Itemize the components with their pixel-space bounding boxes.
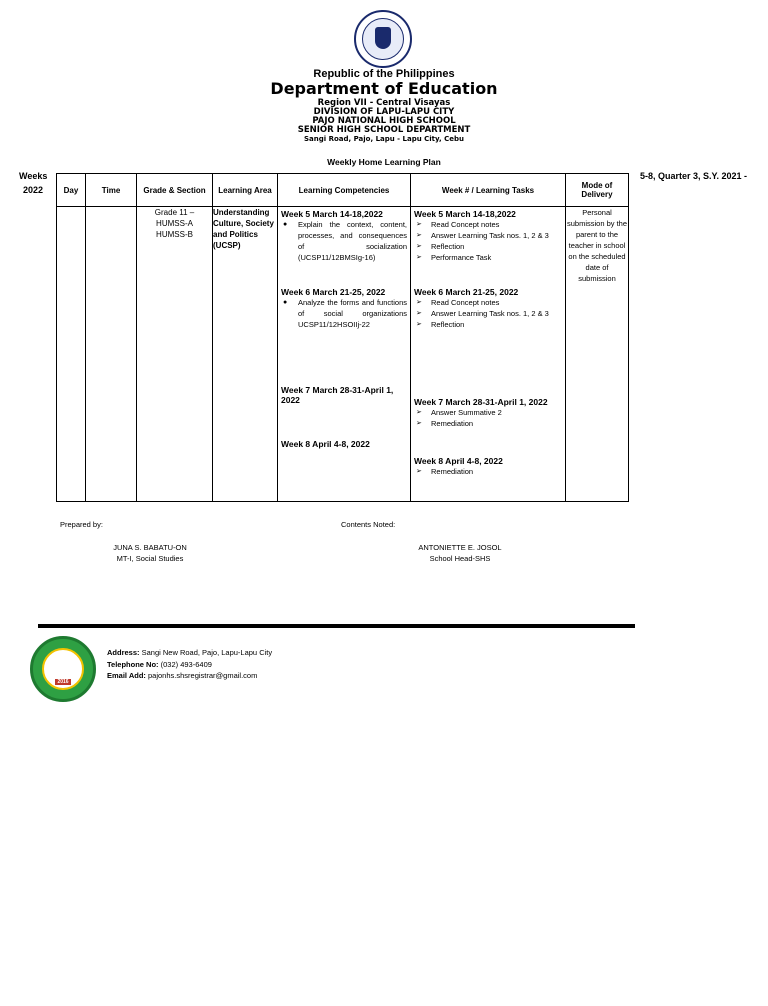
learning-area-cell: Understanding Culture, Society and Politics (UCSP)	[213, 207, 278, 502]
footer-address: Address: Sangi New Road, Pajo, Lapu-Lapu City	[107, 648, 273, 657]
header-division: DIVISION OF LAPU-LAPU CITY	[313, 107, 455, 117]
noted-label: Contents Noted:	[341, 520, 396, 529]
time-cell	[86, 207, 137, 502]
col-mode: Mode of Delivery	[566, 174, 629, 207]
list-item: ● Analyze the forms and functions of social organizations UCSP11/12HSOIIj-22	[281, 297, 407, 330]
grade-label: Grade 11 –	[154, 208, 195, 217]
header-department: Department of Education	[270, 79, 498, 98]
task-week7: Week 7 March 28-31-April 1, 2022 ➢ Answer Summative 2 ➢ Remediation	[411, 395, 565, 454]
deped-seal-icon	[354, 10, 412, 68]
footer-info	[107, 647, 272, 682]
side-year-label: 2022	[23, 185, 44, 195]
table-header-row	[57, 174, 629, 207]
task-week8: Week 8 April 4-8, 2022 ➢ Remediation	[411, 454, 565, 479]
grade-section-cell	[137, 207, 213, 502]
prepared-label: Prepared by:	[60, 520, 103, 529]
col-grade-section: Grade & Section	[137, 174, 213, 207]
school-logo-icon: 2016	[30, 636, 96, 702]
col-tasks: Week # / Learning Tasks	[411, 174, 566, 207]
col-competencies: Learning Competencies	[278, 174, 411, 207]
noted-title: School Head-SHS	[429, 554, 491, 563]
list-item: ➢ Read Concept notes	[414, 219, 562, 230]
list-item: ➢ Answer Learning Task nos. 1, 2 & 3	[414, 230, 562, 241]
day-cell	[57, 207, 86, 502]
learning-plan-table	[56, 173, 629, 502]
mode-cell: Personal submission by the parent to the teacher in school on the scheduled date of submission	[566, 207, 629, 502]
side-weeks-label: Weeks	[19, 171, 48, 181]
competency-week8: Week 8 April 4-8, 2022	[281, 439, 370, 449]
table-row	[57, 207, 629, 502]
list-item: ➢ Remediation	[414, 466, 562, 477]
footer-phone: Telephone No: (032) 493-6409	[107, 659, 212, 669]
list-item: ➢ Read Concept notes	[414, 297, 562, 308]
header-dept: SENIOR HIGH SCHOOL DEPARTMENT	[297, 125, 471, 135]
header-region: Region VII - Central Visayas	[317, 98, 451, 108]
list-item: ➢ Reflection	[414, 319, 562, 330]
section-a: HUMSS-A	[156, 219, 193, 228]
side-quarter-label: 5-8, Quarter 3, S.Y. 2021 -	[640, 171, 748, 181]
competencies-cell	[278, 207, 411, 502]
task-week5: Week 5 March 14-18,2022 ➢ Read Concept notes ➢ Answer Learning Task nos. 1, 2 & 3 ➢ Reflection ➢ Performance Task	[411, 207, 565, 285]
footer-email: Email Add: pajonhs.shsregistrar@gmail.com	[107, 671, 258, 680]
footer-divider	[38, 624, 635, 628]
list-item: ● Explain the context, content, processes, and consequences of socialization (UCSP11/12BMSIg-16)	[281, 219, 407, 263]
section-b: HUMSS-B	[156, 230, 193, 239]
header-school: PAJO NATIONAL HIGH SCHOOL	[312, 116, 456, 126]
prepared-title: MT-I, Social Studies	[116, 554, 184, 563]
list-item: ➢ Answer Learning Task nos. 1, 2 & 3	[414, 308, 562, 319]
list-item: ➢ Reflection	[414, 241, 562, 252]
tasks-cell	[411, 207, 566, 502]
header-address: Sangi Road, Pajo, Lapu - Lapu City, Cebu	[303, 135, 465, 143]
list-item: ➢ Remediation	[414, 418, 562, 429]
competency-week6: Week 6 March 21-25, 2022 ● Analyze the forms and functions of social organizations UCSP11/12HSOIIj-22	[278, 285, 410, 383]
plan-title: Weekly Home Learning Plan	[327, 157, 441, 167]
col-time: Time	[86, 174, 137, 207]
col-day: Day	[57, 174, 86, 207]
header-republic: Republic of the Philippines	[313, 68, 455, 80]
competency-week7: Week 7 March 28-31-April 1, 2022	[281, 385, 394, 405]
noted-name: ANTONIETTE E. JOSOL	[418, 543, 502, 552]
col-learning-area: Learning Area	[213, 174, 278, 207]
prepared-name: JUNA S. BABATU-ON	[113, 543, 187, 552]
list-item: ➢ Answer Summative 2	[414, 407, 562, 418]
list-item: ➢ Performance Task	[414, 252, 562, 263]
task-week6: Week 6 March 21-25, 2022 ➢ Read Concept notes ➢ Answer Learning Task nos. 1, 2 & 3 ➢ Reflection	[411, 285, 565, 395]
competency-week5: Week 5 March 14-18,2022 ● Explain the context, content, processes, and consequences of socialization (UCSP11/12BMSIg-16)	[278, 207, 410, 285]
